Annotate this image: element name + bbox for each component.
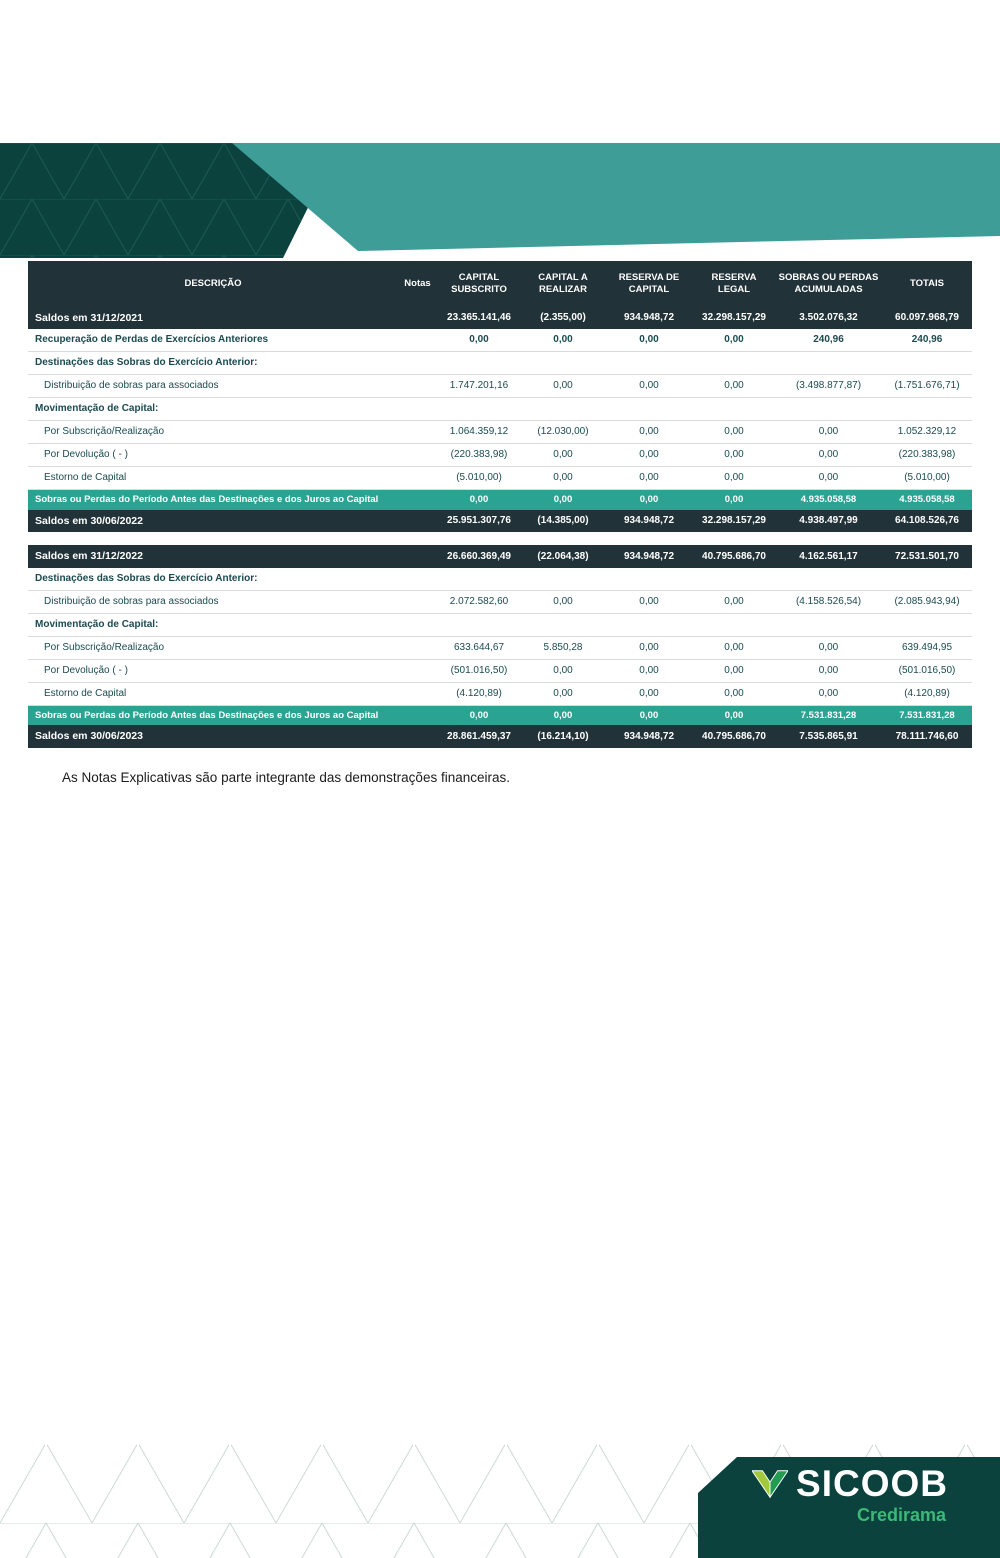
row-value: 4.938.497,99 [775,510,882,533]
row-label: Estorno de Capital [28,682,398,705]
row-label: Por Devolução ( - ) [28,444,398,467]
row-label: Saldos em 30/06/2022 [28,510,398,533]
table-row [28,568,972,591]
row-value [398,636,437,659]
sicoob-logo [752,1465,948,1526]
row-value: 0,00 [693,590,775,613]
row-label: Recuperação de Perdas de Exercícios Anteriores [28,329,398,352]
row-value [775,613,882,636]
document-page [0,143,1000,1558]
row-value [521,613,605,636]
row-value: 0,00 [775,444,882,467]
row-value: 0,00 [521,705,605,725]
row-value: 7.531.831,28 [882,705,972,725]
row-label: Distribuição de sobras para associados [28,375,398,398]
row-label: Por Subscrição/Realização [28,421,398,444]
row-value: 40.795.686,70 [693,545,775,568]
row-value [521,398,605,421]
table-row [28,636,972,659]
row-value: 0,00 [693,375,775,398]
row-value [437,613,521,636]
column-header: RESERVA DE CAPITAL [605,261,693,307]
row-value [693,613,775,636]
row-value: 0,00 [775,659,882,682]
table-row [28,421,972,444]
row-value: 0,00 [693,659,775,682]
row-value: 72.531.501,70 [882,545,972,568]
row-value: 0,00 [775,467,882,490]
row-value: (5.010,00) [882,467,972,490]
row-value [605,613,693,636]
row-value: 7.535.865,91 [775,725,882,748]
header-teal-stripe [232,143,1000,251]
row-value: 0,00 [693,705,775,725]
row-value: (4.120,89) [437,682,521,705]
table-row [28,659,972,682]
row-value: (501.016,50) [437,659,521,682]
equity-table-head [28,261,972,307]
sicoob-chevron-icon [752,1470,788,1498]
row-value: (501.016,50) [882,659,972,682]
row-label: Saldos em 30/06/2023 [28,725,398,748]
row-value [398,490,437,510]
row-value: 0,00 [693,682,775,705]
row-value: 28.861.459,37 [437,725,521,748]
row-value [398,510,437,533]
row-value [882,613,972,636]
row-value: 0,00 [775,421,882,444]
row-value: 64.108.526,76 [882,510,972,533]
row-value: 3.502.076,32 [775,307,882,330]
row-value: 0,00 [693,490,775,510]
row-value [398,568,437,591]
row-value: 0,00 [437,490,521,510]
row-value: (220.383,98) [437,444,521,467]
row-value: 0,00 [605,421,693,444]
table-row [28,510,972,533]
row-value: 0,00 [775,682,882,705]
row-value: 0,00 [693,444,775,467]
row-value: 0,00 [521,375,605,398]
row-value [693,568,775,591]
row-value: 240,96 [775,329,882,352]
row-value: (4.158.526,54) [775,590,882,613]
table-row [28,307,972,330]
table-row [28,590,972,613]
row-value: 633.644,67 [437,636,521,659]
row-value: (14.385,00) [521,510,605,533]
table-row [28,545,972,568]
column-header: SOBRAS OU PERDAS ACUMULADAS [775,261,882,307]
row-value [398,375,437,398]
row-value: 0,00 [775,636,882,659]
row-value [398,613,437,636]
row-label: Por Devolução ( - ) [28,659,398,682]
row-value [882,352,972,375]
row-value: 934.948,72 [605,725,693,748]
row-label: Destinações das Sobras do Exercício Anterior: [28,352,398,375]
row-value: (2.355,00) [521,307,605,330]
table-row [28,329,972,352]
row-value: 32.298.157,29 [693,510,775,533]
row-value: 934.948,72 [605,510,693,533]
row-value: 1.747.201,16 [437,375,521,398]
row-value: 5.850,28 [521,636,605,659]
row-value: (12.030,00) [521,421,605,444]
table-row [28,682,972,705]
row-value: 7.531.831,28 [775,705,882,725]
row-value: 0,00 [605,590,693,613]
column-header: CAPITAL SUBSCRITO [437,261,521,307]
table-row [28,705,972,725]
table-row [28,375,972,398]
row-value: 4.935.058,58 [775,490,882,510]
row-value [398,705,437,725]
row-value: 1.064.359,12 [437,421,521,444]
row-value: (3.498.877,87) [775,375,882,398]
table-row [28,613,972,636]
row-label: Movimentação de Capital: [28,398,398,421]
row-value: 0,00 [605,375,693,398]
table-row [28,467,972,490]
row-value: 0,00 [521,329,605,352]
header-row [28,261,972,307]
row-value [775,568,882,591]
row-value: 0,00 [521,590,605,613]
row-value [693,352,775,375]
row-value: (22.064,38) [521,545,605,568]
row-value: 0,00 [605,329,693,352]
row-value [398,352,437,375]
column-header: DESCRIÇÃO [28,261,398,307]
row-value [521,568,605,591]
equity-table-body [28,307,972,748]
row-value: 0,00 [693,636,775,659]
column-header: CAPITAL A REALIZAR [521,261,605,307]
table-row [28,490,972,510]
row-value [693,398,775,421]
row-label: Estorno de Capital [28,467,398,490]
row-value: 1.052.329,12 [882,421,972,444]
row-value [398,725,437,748]
row-value [398,421,437,444]
row-value [437,568,521,591]
row-value: (16.214,10) [521,725,605,748]
header-band [0,143,1000,258]
row-value: 0,00 [521,682,605,705]
explanatory-note: As Notas Explicativas são parte integrante das demonstrações financeiras. [62,769,510,785]
column-header: TOTAIS [882,261,972,307]
row-value [605,352,693,375]
row-value: 0,00 [521,467,605,490]
column-header: RESERVA LEGAL [693,261,775,307]
row-value: (1.751.676,71) [882,375,972,398]
column-header: Notas [398,261,437,307]
row-value: 23.365.141,46 [437,307,521,330]
row-value [398,329,437,352]
row-value: (5.010,00) [437,467,521,490]
row-value: 0,00 [605,467,693,490]
row-label: Distribuição de sobras para associados [28,590,398,613]
row-value: 240,96 [882,329,972,352]
row-value: 0,00 [693,467,775,490]
table-row [28,725,972,748]
row-value: 0,00 [437,705,521,725]
row-value: 0,00 [693,421,775,444]
equity-statement-table [28,261,972,748]
row-label: Movimentação de Capital: [28,613,398,636]
table-row [28,444,972,467]
row-value: (4.120,89) [882,682,972,705]
row-value [437,352,521,375]
row-value: 0,00 [693,329,775,352]
brand-unit: Credirama [856,1505,946,1525]
row-label: Saldos em 31/12/2021 [28,307,398,330]
row-value [775,352,882,375]
brand-name: SICOOB [796,1463,948,1504]
row-value [398,307,437,330]
row-value: 0,00 [521,444,605,467]
row-label: Destinações das Sobras do Exercício Anterior: [28,568,398,591]
row-value [398,590,437,613]
row-value: 934.948,72 [605,545,693,568]
row-value: 4.935.058,58 [882,490,972,510]
row-value: 2.072.582,60 [437,590,521,613]
row-value [398,467,437,490]
row-value: 26.660.369,49 [437,545,521,568]
row-label: Sobras ou Perdas do Período Antes das Destinações e dos Juros ao Capital [28,705,398,725]
row-value [398,682,437,705]
row-value [398,444,437,467]
row-value: 0,00 [605,659,693,682]
row-value: 0,00 [437,329,521,352]
row-value [882,568,972,591]
row-value [437,398,521,421]
row-value [398,545,437,568]
row-label: Por Subscrição/Realização [28,636,398,659]
row-value: 60.097.968,79 [882,307,972,330]
row-value: 0,00 [521,490,605,510]
row-value: 0,00 [605,636,693,659]
row-value: 4.162.561,17 [775,545,882,568]
row-value [605,568,693,591]
table-row [28,398,972,421]
row-value [398,659,437,682]
row-value: 25.951.307,76 [437,510,521,533]
row-value: 0,00 [521,659,605,682]
table-row [28,352,972,375]
row-value: 0,00 [605,490,693,510]
row-value [775,398,882,421]
row-value: 78.111.746,60 [882,725,972,748]
row-value: 40.795.686,70 [693,725,775,748]
row-value: (2.085.943,94) [882,590,972,613]
row-value [521,352,605,375]
row-value: 0,00 [605,444,693,467]
row-value [605,398,693,421]
row-value: 0,00 [605,705,693,725]
section-gap [28,532,972,545]
row-value: 32.298.157,29 [693,307,775,330]
row-value: (220.383,98) [882,444,972,467]
row-value: 0,00 [605,682,693,705]
row-label: Saldos em 31/12/2022 [28,545,398,568]
row-value [398,398,437,421]
row-label: Sobras ou Perdas do Período Antes das Destinações e dos Juros ao Capital [28,490,398,510]
row-value: 639.494,95 [882,636,972,659]
row-value [882,398,972,421]
row-value: 934.948,72 [605,307,693,330]
